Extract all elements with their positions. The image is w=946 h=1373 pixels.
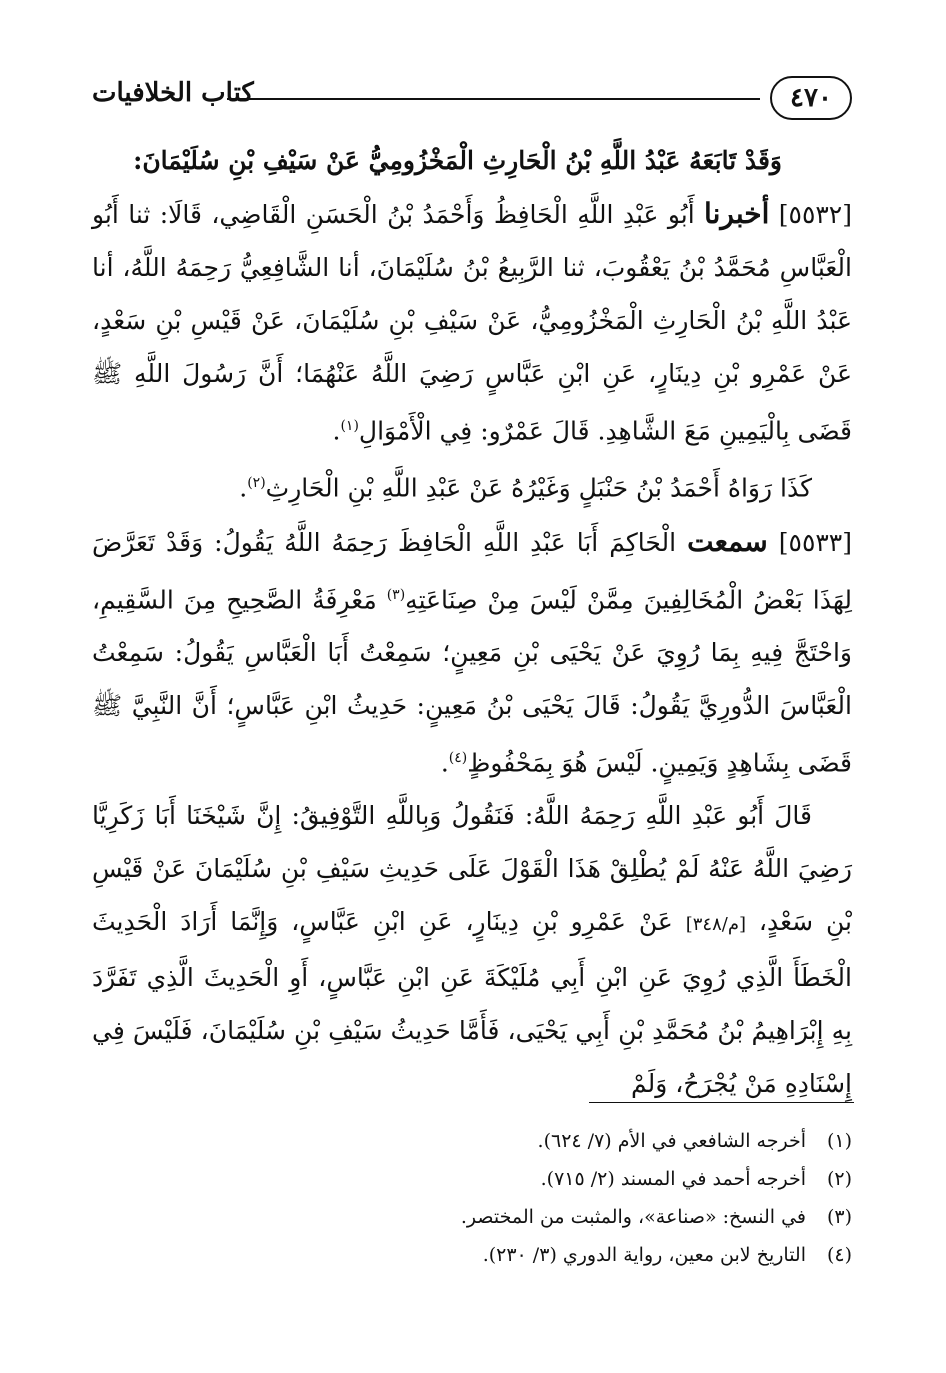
- paragraph-text: قَالَ أَبُو عَبْدِ اللَّهِ رَحِمَهُ اللَّهُ: فَنَقُولُ وَبِاللَّهِ التَّوْفِيقُ: إِنَّ شَيْخَنَا أَبَا زَكَرِيَّا رَضِيَ اللَّهُ عَنْهُ لَمْ يُطْلِقْ هَذَا الْقَوْلَ عَلَى حَدِيثِ سَيْفِ بْنِ سُلَيْمَانَ عَنْ قَيْسِ بْنِ سَعْدٍ،: [92, 801, 853, 937]
- footnote-marker: (٢): [247, 475, 266, 492]
- page-number: ٤٧٠: [770, 76, 852, 120]
- header-rule: [227, 98, 760, 100]
- paragraph-5533: [92, 515, 852, 790]
- footnote-separator: [589, 1102, 854, 1103]
- hadith-number: [٥٥٣٣]: [778, 527, 852, 557]
- page-header: [92, 72, 852, 128]
- hadith-number: [٥٥٣٢]: [778, 200, 852, 229]
- section-heading: وَقَدْ تَابَعَهُ عَبْدُ اللَّهِ بْنُ الْحَارِثِ الْمَخْزُومِيُّ عَنْ سَيْفِ بْنِ سُلَيْمَانَ:: [133, 146, 782, 175]
- main-text: [92, 134, 852, 1110]
- footnote-text: أخرجه الشافعي في الأم (٧/ ٦٢٤).: [537, 1130, 806, 1152]
- footnote-item: [92, 1160, 852, 1198]
- paragraph-note: [92, 457, 852, 514]
- footnote-text: التاريخ لابن معين، رواية الدوري (٣/ ٢٣٠).: [482, 1244, 806, 1266]
- footnote-marker: (٤): [448, 749, 468, 766]
- paragraph-end: .: [332, 416, 341, 446]
- manuscript-folio-note: [م/٣٤٨]: [685, 914, 746, 936]
- footnotes: [92, 1122, 852, 1274]
- paragraph-text: كَذَا رَوَاهُ أَحْمَدُ بْنُ حَنْبَلٍ وَغَيْرُهُ عَنْ عَبْدِ اللَّهِ بْنِ الْحَارِثِ: [265, 473, 812, 503]
- paragraph-text: عَنْ عَمْرِو بْنِ دِينَارٍ، عَنِ ابْنِ عَبَّاسٍ، وَإِنَّمَا أَرَادَ الْحَدِيثَ الْخَطَأَ الَّذِي رُوِيَ عَنِ ابْنِ أَبِي مُلَيْكَةَ عَنِ ابْنِ عَبَّاسٍ، أَوِ الْحَدِيثَ الَّذِي تَفَرَّدَ بِهِ إِبْرَاهِيمُ بْنُ مُحَمَّدِ بْنِ أَبِي يَحْيَى، فَأَمَّا حَدِيثُ سَيْفِ بْنِ سُلَيْمَانَ، فَلَيْسَ فِي إِسْنَادِهِ مَنْ يُجْرَحُ، وَلَمْ: [92, 907, 852, 1099]
- footnote-text: في النسخ: «صناعة»، والمثبت من المختصر.: [460, 1206, 806, 1228]
- paragraph-end: .: [239, 473, 248, 503]
- footnote-item: [92, 1236, 852, 1274]
- paragraph-5532: [92, 187, 852, 457]
- footnote-marker: (١): [340, 418, 359, 434]
- footnote-item: [92, 1122, 852, 1160]
- footnote-number: (١): [826, 1130, 852, 1152]
- footnote-number: (٤): [826, 1244, 852, 1266]
- paragraph-text: أَبُو عَبْدِ اللَّهِ الْحَافِظُ وَأَحْمَدُ بْنُ الْحَسَنِ الْقَاضِي، قَالَا: ثنا أَبُو الْعَبَّاسِ مُحَمَّدُ بْنُ يَعْقُوبَ، ثنا الرَّبِيعُ بْنُ سُلَيْمَانَ، أنا الشَّافِعِيُّ رَحِمَهُ اللَّهُ، أنا عَبْدُ اللَّهِ بْنُ الْحَارِثِ الْمَخْزُومِيُّ، عَنْ سَيْفِ بْنِ سُلَيْمَانَ، عَنْ قَيْسِ بْنِ سَعْدٍ، عَنْ عَمْرِو بْنِ دِينَارٍ، عَنِ ابْنِ عَبَّاسٍ رَضِيَ اللَّهُ عَنْهُمَا؛ أَنَّ رَسُولَ اللَّهِ ﷺ قَضَى بِالْيَمِينِ مَعَ الشَّاهِدِ. قَالَ عَمْرٌو: فِي الْأَمْوَالِ: [92, 200, 852, 446]
- paragraph-text: الْحَاكِمَ أَبَا عَبْدِ اللَّهِ الْحَافِظَ رَحِمَهُ اللَّهُ يَقُولُ: وَقَدْ تَعَرَّضَ لِهَذَا بَعْضُ الْمُخَالِفِينَ مِمَّنْ لَيْسَ مِنْ صِنَاعَتِهِ: [92, 527, 852, 614]
- paragraph-commentary: [92, 789, 852, 1110]
- paragraph-text: مَعْرِفَةُ الصَّحِيحِ مِنَ السَّقِيمِ، وَاحْتَجَّ فِيهِ بِمَا رُوِيَ عَنْ يَحْيَى بْنِ مَعِينٍ؛ سَمِعْتُ أَبَا الْعَبَّاسِ يَقُولُ: سَمِعْتُ الْعَبَّاسَ الدُّورِيَّ يَقُولُ: قَالَ يَحْيَى بْنُ مَعِينٍ: حَدِيثُ ابْنِ عَبَّاسٍ؛ أَنَّ النَّبِيَّ ﷺ قَضَى بِشَاهِدٍ وَيَمِينٍ. لَيْسَ هُوَ بِمَحْفُوظٍ: [92, 584, 852, 778]
- paragraph-end: .: [440, 748, 449, 778]
- footnote-text: أخرجه أحمد في المسند (٢/ ٧١٥).: [540, 1168, 806, 1190]
- footnote-marker: (٣): [386, 586, 406, 603]
- footnote-number: (٣): [826, 1206, 852, 1228]
- running-title: كتاب الخلافيات: [92, 78, 254, 108]
- footnote-item: [92, 1198, 852, 1236]
- transmission-keyword: أخبرنا: [704, 197, 770, 230]
- transmission-keyword: سمعت: [687, 524, 768, 558]
- footnote-number: (٢): [826, 1168, 852, 1190]
